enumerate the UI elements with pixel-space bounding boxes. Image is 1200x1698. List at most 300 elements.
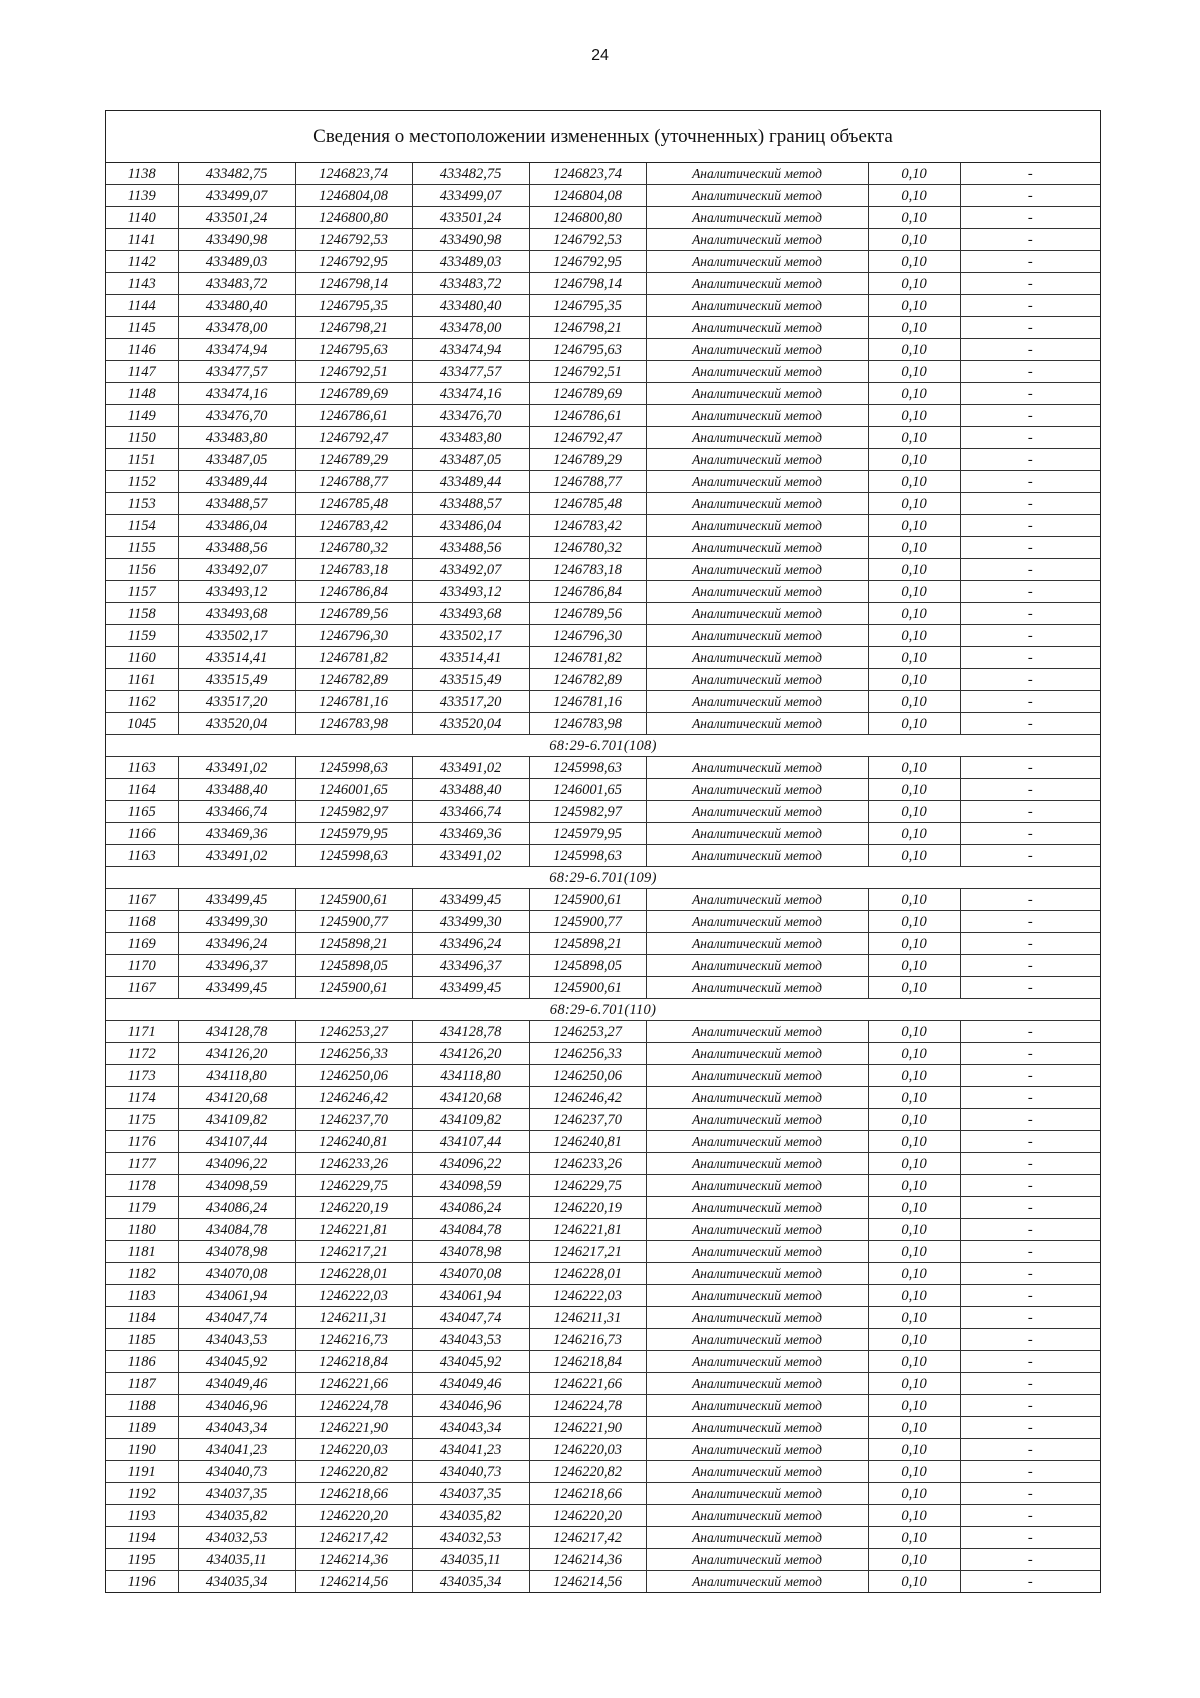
cell-method: Аналитический метод	[646, 1373, 868, 1395]
cell-x1: 433488,56	[178, 537, 295, 559]
cell-y1: 1245998,63	[295, 845, 412, 867]
cell-method: Аналитический метод	[646, 1219, 868, 1241]
table-row	[106, 1065, 1100, 1087]
table-row	[106, 1351, 1100, 1373]
cell-x1: 433489,03	[178, 251, 295, 273]
table-row	[106, 669, 1100, 691]
cell-id: 1181	[106, 1241, 178, 1263]
cell-method: Аналитический метод	[646, 405, 868, 427]
cell-accuracy: 0,10	[868, 1549, 960, 1571]
cell-y1: 1246224,78	[295, 1395, 412, 1417]
cell-method: Аналитический метод	[646, 1417, 868, 1439]
table-row	[106, 273, 1100, 295]
cell-x2: 433474,16	[412, 383, 529, 405]
cell-x1: 434098,59	[178, 1175, 295, 1197]
cell-y2: 1246792,95	[529, 251, 646, 273]
table-row	[106, 449, 1100, 471]
cell-method: Аналитический метод	[646, 1439, 868, 1461]
cell-method: Аналитический метод	[646, 1571, 868, 1593]
coordinates-table	[106, 163, 1100, 1592]
cell-x1: 434109,82	[178, 1109, 295, 1131]
cell-id: 1179	[106, 1197, 178, 1219]
cell-id: 1176	[106, 1131, 178, 1153]
cell-y2: 1246788,77	[529, 471, 646, 493]
cell-id: 1186	[106, 1351, 178, 1373]
table-row	[106, 801, 1100, 823]
cell-extra: -	[960, 1131, 1100, 1153]
cell-y2: 1246224,78	[529, 1395, 646, 1417]
cell-id: 1153	[106, 493, 178, 515]
cell-x1: 433482,75	[178, 163, 295, 185]
cell-y2: 1246217,21	[529, 1241, 646, 1263]
cell-id: 1163	[106, 845, 178, 867]
cell-id: 1162	[106, 691, 178, 713]
cell-method: Аналитический метод	[646, 251, 868, 273]
cell-y1: 1246220,82	[295, 1461, 412, 1483]
cell-method: Аналитический метод	[646, 207, 868, 229]
cell-id: 1171	[106, 1021, 178, 1043]
cell-id: 1139	[106, 185, 178, 207]
cell-accuracy: 0,10	[868, 1505, 960, 1527]
table-row	[106, 1021, 1100, 1043]
table-row	[106, 1527, 1100, 1549]
cell-accuracy: 0,10	[868, 801, 960, 823]
cell-method: Аналитический метод	[646, 229, 868, 251]
cell-x2: 433482,75	[412, 163, 529, 185]
cell-method: Аналитический метод	[646, 757, 868, 779]
cell-id: 1161	[106, 669, 178, 691]
cell-y2: 1246782,89	[529, 669, 646, 691]
cell-extra: -	[960, 537, 1100, 559]
cell-x2: 434107,44	[412, 1131, 529, 1153]
cell-x2: 433499,45	[412, 977, 529, 999]
cell-x2: 433520,04	[412, 713, 529, 735]
cell-y2: 1245898,21	[529, 933, 646, 955]
cell-x2: 434086,24	[412, 1197, 529, 1219]
cell-extra: -	[960, 779, 1100, 801]
cell-method: Аналитический метод	[646, 779, 868, 801]
cell-id: 1173	[106, 1065, 178, 1087]
cell-method: Аналитический метод	[646, 383, 868, 405]
cell-y2: 1246228,01	[529, 1263, 646, 1285]
cell-y1: 1245900,77	[295, 911, 412, 933]
cell-y1: 1246804,08	[295, 185, 412, 207]
cell-id: 1155	[106, 537, 178, 559]
cell-extra: -	[960, 405, 1100, 427]
cell-extra: -	[960, 515, 1100, 537]
cell-extra: -	[960, 471, 1100, 493]
cell-x1: 434047,74	[178, 1307, 295, 1329]
cell-y1: 1246792,51	[295, 361, 412, 383]
cell-method: Аналитический метод	[646, 1175, 868, 1197]
cell-x2: 433499,30	[412, 911, 529, 933]
cell-method: Аналитический метод	[646, 1505, 868, 1527]
cell-y1: 1246220,19	[295, 1197, 412, 1219]
cell-accuracy: 0,10	[868, 1439, 960, 1461]
cell-y1: 1246220,03	[295, 1439, 412, 1461]
table-row	[106, 1109, 1100, 1131]
cell-method: Аналитический метод	[646, 273, 868, 295]
cell-method: Аналитический метод	[646, 1351, 868, 1373]
table-row	[106, 1087, 1100, 1109]
cell-y1: 1246789,69	[295, 383, 412, 405]
cell-method: Аналитический метод	[646, 449, 868, 471]
cell-accuracy: 0,10	[868, 1263, 960, 1285]
table-row	[106, 779, 1100, 801]
cell-method: Аналитический метод	[646, 185, 868, 207]
cell-x2: 433492,07	[412, 559, 529, 581]
cell-accuracy: 0,10	[868, 515, 960, 537]
cell-y2: 1246796,30	[529, 625, 646, 647]
cell-y1: 1246786,84	[295, 581, 412, 603]
table-row	[106, 229, 1100, 251]
cell-extra: -	[960, 1373, 1100, 1395]
cell-y2: 1246785,48	[529, 493, 646, 515]
cell-extra: -	[960, 669, 1100, 691]
cell-y1: 1246220,20	[295, 1505, 412, 1527]
cell-y1: 1246782,89	[295, 669, 412, 691]
cell-id: 1166	[106, 823, 178, 845]
cell-method: Аналитический метод	[646, 559, 868, 581]
cell-x1: 434096,22	[178, 1153, 295, 1175]
cell-extra: -	[960, 1395, 1100, 1417]
cell-y1: 1245900,61	[295, 977, 412, 999]
cell-id: 1165	[106, 801, 178, 823]
cell-extra: -	[960, 493, 1100, 515]
table-row	[106, 493, 1100, 515]
cell-x1: 434035,82	[178, 1505, 295, 1527]
cell-method: Аналитический метод	[646, 1065, 868, 1087]
cell-x1: 434084,78	[178, 1219, 295, 1241]
cell-extra: -	[960, 1043, 1100, 1065]
cell-extra: -	[960, 1505, 1100, 1527]
cell-extra: -	[960, 449, 1100, 471]
cell-method: Аналитический метод	[646, 955, 868, 977]
cell-extra: -	[960, 1439, 1100, 1461]
cell-extra: -	[960, 823, 1100, 845]
cell-extra: -	[960, 559, 1100, 581]
cell-x2: 433487,05	[412, 449, 529, 471]
cell-y1: 1246781,16	[295, 691, 412, 713]
cell-x1: 433515,49	[178, 669, 295, 691]
cell-x1: 433493,12	[178, 581, 295, 603]
cell-x2: 433480,40	[412, 295, 529, 317]
table-row	[106, 1483, 1100, 1505]
cell-method: Аналитический метод	[646, 845, 868, 867]
table-row	[106, 339, 1100, 361]
table-row	[106, 977, 1100, 999]
cell-x2: 433501,24	[412, 207, 529, 229]
cell-y2: 1246823,74	[529, 163, 646, 185]
cell-x1: 433493,68	[178, 603, 295, 625]
cell-y1: 1246800,80	[295, 207, 412, 229]
cell-id: 1141	[106, 229, 178, 251]
cell-extra: -	[960, 757, 1100, 779]
cell-y2: 1246783,42	[529, 515, 646, 537]
cell-x1: 434049,46	[178, 1373, 295, 1395]
cell-x2: 434040,73	[412, 1461, 529, 1483]
cell-y1: 1246221,90	[295, 1417, 412, 1439]
cell-extra: -	[960, 1153, 1100, 1175]
cell-y1: 1246211,31	[295, 1307, 412, 1329]
cell-extra: -	[960, 339, 1100, 361]
cell-accuracy: 0,10	[868, 295, 960, 317]
cell-accuracy: 0,10	[868, 603, 960, 625]
cell-accuracy: 0,10	[868, 361, 960, 383]
table-row	[106, 427, 1100, 449]
cell-x2: 433478,00	[412, 317, 529, 339]
cell-x2: 434043,53	[412, 1329, 529, 1351]
cell-y1: 1246780,32	[295, 537, 412, 559]
cell-id: 1157	[106, 581, 178, 603]
cell-accuracy: 0,10	[868, 1417, 960, 1439]
cell-x2: 434037,35	[412, 1483, 529, 1505]
cell-id: 1140	[106, 207, 178, 229]
cell-y2: 1246798,21	[529, 317, 646, 339]
table-row	[106, 757, 1100, 779]
cell-extra: -	[960, 229, 1100, 251]
cell-method: Аналитический метод	[646, 1329, 868, 1351]
cell-method: Аналитический метод	[646, 581, 868, 603]
cell-y2: 1246789,29	[529, 449, 646, 471]
cell-method: Аналитический метод	[646, 427, 868, 449]
table-row	[106, 691, 1100, 713]
table-row	[106, 1417, 1100, 1439]
cell-y2: 1246256,33	[529, 1043, 646, 1065]
cell-y2: 1245979,95	[529, 823, 646, 845]
cell-x1: 434107,44	[178, 1131, 295, 1153]
cell-id: 1163	[106, 757, 178, 779]
cell-id: 1045	[106, 713, 178, 735]
cell-x1: 434128,78	[178, 1021, 295, 1043]
cell-extra: -	[960, 273, 1100, 295]
cell-y2: 1246240,81	[529, 1131, 646, 1153]
cell-x1: 433501,24	[178, 207, 295, 229]
cell-y1: 1246217,21	[295, 1241, 412, 1263]
cell-y1: 1246214,36	[295, 1549, 412, 1571]
cell-extra: -	[960, 1285, 1100, 1307]
cell-id: 1192	[106, 1483, 178, 1505]
cell-method: Аналитический метод	[646, 1549, 868, 1571]
cell-y1: 1246216,73	[295, 1329, 412, 1351]
cell-x2: 434126,20	[412, 1043, 529, 1065]
cell-method: Аналитический метод	[646, 625, 868, 647]
cell-accuracy: 0,10	[868, 405, 960, 427]
cell-y2: 1246220,03	[529, 1439, 646, 1461]
cell-method: Аналитический метод	[646, 537, 868, 559]
cell-accuracy: 0,10	[868, 185, 960, 207]
cell-x1: 433499,45	[178, 889, 295, 911]
cell-x2: 434120,68	[412, 1087, 529, 1109]
cell-accuracy: 0,10	[868, 1131, 960, 1153]
cell-x2: 433491,02	[412, 757, 529, 779]
section-label: 68:29-6.701(109)	[106, 867, 1100, 889]
cell-accuracy: 0,10	[868, 1373, 960, 1395]
cell-x2: 434046,96	[412, 1395, 529, 1417]
table-row	[106, 1329, 1100, 1351]
cell-accuracy: 0,10	[868, 229, 960, 251]
table-row	[106, 1549, 1100, 1571]
table-row	[106, 1153, 1100, 1175]
cell-y1: 1246214,56	[295, 1571, 412, 1593]
cell-id: 1158	[106, 603, 178, 625]
cell-extra: -	[960, 889, 1100, 911]
cell-x1: 433490,98	[178, 229, 295, 251]
cell-method: Аналитический метод	[646, 1153, 868, 1175]
cell-extra: -	[960, 1571, 1100, 1593]
cell-y1: 1245898,21	[295, 933, 412, 955]
cell-x1: 433478,00	[178, 317, 295, 339]
cell-y2: 1246233,26	[529, 1153, 646, 1175]
cell-x2: 434035,11	[412, 1549, 529, 1571]
cell-x1: 433477,57	[178, 361, 295, 383]
cell-y2: 1246237,70	[529, 1109, 646, 1131]
cell-method: Аналитический метод	[646, 1395, 868, 1417]
cell-id: 1168	[106, 911, 178, 933]
cell-y2: 1246001,65	[529, 779, 646, 801]
cell-accuracy: 0,10	[868, 669, 960, 691]
cell-accuracy: 0,10	[868, 845, 960, 867]
cell-id: 1164	[106, 779, 178, 801]
table-row	[106, 1307, 1100, 1329]
cell-y1: 1246795,35	[295, 295, 412, 317]
cell-accuracy: 0,10	[868, 691, 960, 713]
table-row	[106, 955, 1100, 977]
cell-x1: 433488,40	[178, 779, 295, 801]
cell-y1: 1245998,63	[295, 757, 412, 779]
table-row	[106, 1285, 1100, 1307]
cell-y1: 1246221,81	[295, 1219, 412, 1241]
cell-extra: -	[960, 911, 1100, 933]
cell-x2: 434096,22	[412, 1153, 529, 1175]
cell-x2: 433493,12	[412, 581, 529, 603]
cell-y2: 1245998,63	[529, 845, 646, 867]
cell-x2: 434035,34	[412, 1571, 529, 1593]
cell-x1: 433491,02	[178, 757, 295, 779]
cell-x2: 433474,94	[412, 339, 529, 361]
cell-y2: 1246220,19	[529, 1197, 646, 1219]
cell-x1: 433486,04	[178, 515, 295, 537]
cell-method: Аналитический метод	[646, 691, 868, 713]
table-row	[106, 1461, 1100, 1483]
cell-y1: 1246792,95	[295, 251, 412, 273]
table-row	[106, 581, 1100, 603]
table-row	[106, 625, 1100, 647]
cell-accuracy: 0,10	[868, 1571, 960, 1593]
cell-x1: 434032,53	[178, 1527, 295, 1549]
cell-y1: 1246237,70	[295, 1109, 412, 1131]
cell-y2: 1246795,63	[529, 339, 646, 361]
cell-method: Аналитический метод	[646, 493, 868, 515]
cell-x2: 434032,53	[412, 1527, 529, 1549]
table-row	[106, 1395, 1100, 1417]
cell-x2: 433489,03	[412, 251, 529, 273]
cell-method: Аналитический метод	[646, 339, 868, 361]
cell-extra: -	[960, 647, 1100, 669]
cell-y2: 1246217,42	[529, 1527, 646, 1549]
cell-y1: 1246789,56	[295, 603, 412, 625]
cell-extra: -	[960, 361, 1100, 383]
table-row	[106, 889, 1100, 911]
cell-x2: 434041,23	[412, 1439, 529, 1461]
cell-y1: 1246789,29	[295, 449, 412, 471]
cell-y2: 1246798,14	[529, 273, 646, 295]
cell-extra: -	[960, 625, 1100, 647]
cell-y2: 1246781,16	[529, 691, 646, 713]
cell-accuracy: 0,10	[868, 427, 960, 449]
table-row	[106, 713, 1100, 735]
cell-y2: 1245982,97	[529, 801, 646, 823]
table-row	[106, 471, 1100, 493]
cell-x1: 434120,68	[178, 1087, 295, 1109]
cell-id: 1180	[106, 1219, 178, 1241]
table-row	[106, 911, 1100, 933]
cell-id: 1148	[106, 383, 178, 405]
cell-y1: 1245900,61	[295, 889, 412, 911]
cell-extra: -	[960, 383, 1100, 405]
cell-method: Аналитический метод	[646, 1285, 868, 1307]
table-row	[106, 845, 1100, 867]
cell-x2: 434049,46	[412, 1373, 529, 1395]
cell-x1: 433491,02	[178, 845, 295, 867]
cell-x1: 433489,44	[178, 471, 295, 493]
cell-id: 1147	[106, 361, 178, 383]
cell-y1: 1246783,42	[295, 515, 412, 537]
cell-id: 1144	[106, 295, 178, 317]
cell-x2: 433488,57	[412, 493, 529, 515]
section-label: 68:29-6.701(110)	[106, 999, 1100, 1021]
cell-x2: 433483,80	[412, 427, 529, 449]
cell-accuracy: 0,10	[868, 933, 960, 955]
cell-accuracy: 0,10	[868, 1219, 960, 1241]
cell-accuracy: 0,10	[868, 911, 960, 933]
table-row	[106, 185, 1100, 207]
cell-extra: -	[960, 1483, 1100, 1505]
cell-accuracy: 0,10	[868, 273, 960, 295]
cell-extra: -	[960, 581, 1100, 603]
cell-x1: 434035,34	[178, 1571, 295, 1593]
cell-x1: 433499,30	[178, 911, 295, 933]
cell-accuracy: 0,10	[868, 1065, 960, 1087]
cell-x2: 434084,78	[412, 1219, 529, 1241]
table-row	[106, 405, 1100, 427]
cell-y1: 1246781,82	[295, 647, 412, 669]
table-row	[106, 1373, 1100, 1395]
cell-extra: -	[960, 801, 1100, 823]
table-row	[106, 823, 1100, 845]
cell-y1: 1246217,42	[295, 1527, 412, 1549]
table-row	[106, 1505, 1100, 1527]
cell-x2: 433493,68	[412, 603, 529, 625]
cell-id: 1195	[106, 1549, 178, 1571]
cell-y2: 1246221,90	[529, 1417, 646, 1439]
cell-y1: 1246233,26	[295, 1153, 412, 1175]
table-row	[106, 361, 1100, 383]
cell-y1: 1245982,97	[295, 801, 412, 823]
cell-accuracy: 0,10	[868, 581, 960, 603]
cell-x2: 434109,82	[412, 1109, 529, 1131]
cell-extra: -	[960, 1021, 1100, 1043]
cell-accuracy: 0,10	[868, 471, 960, 493]
cell-accuracy: 0,10	[868, 1153, 960, 1175]
cell-x1: 433483,80	[178, 427, 295, 449]
cell-y1: 1246788,77	[295, 471, 412, 493]
cell-method: Аналитический метод	[646, 1131, 868, 1153]
cell-accuracy: 0,10	[868, 537, 960, 559]
cell-extra: -	[960, 691, 1100, 713]
cell-id: 1174	[106, 1087, 178, 1109]
table-row	[106, 647, 1100, 669]
